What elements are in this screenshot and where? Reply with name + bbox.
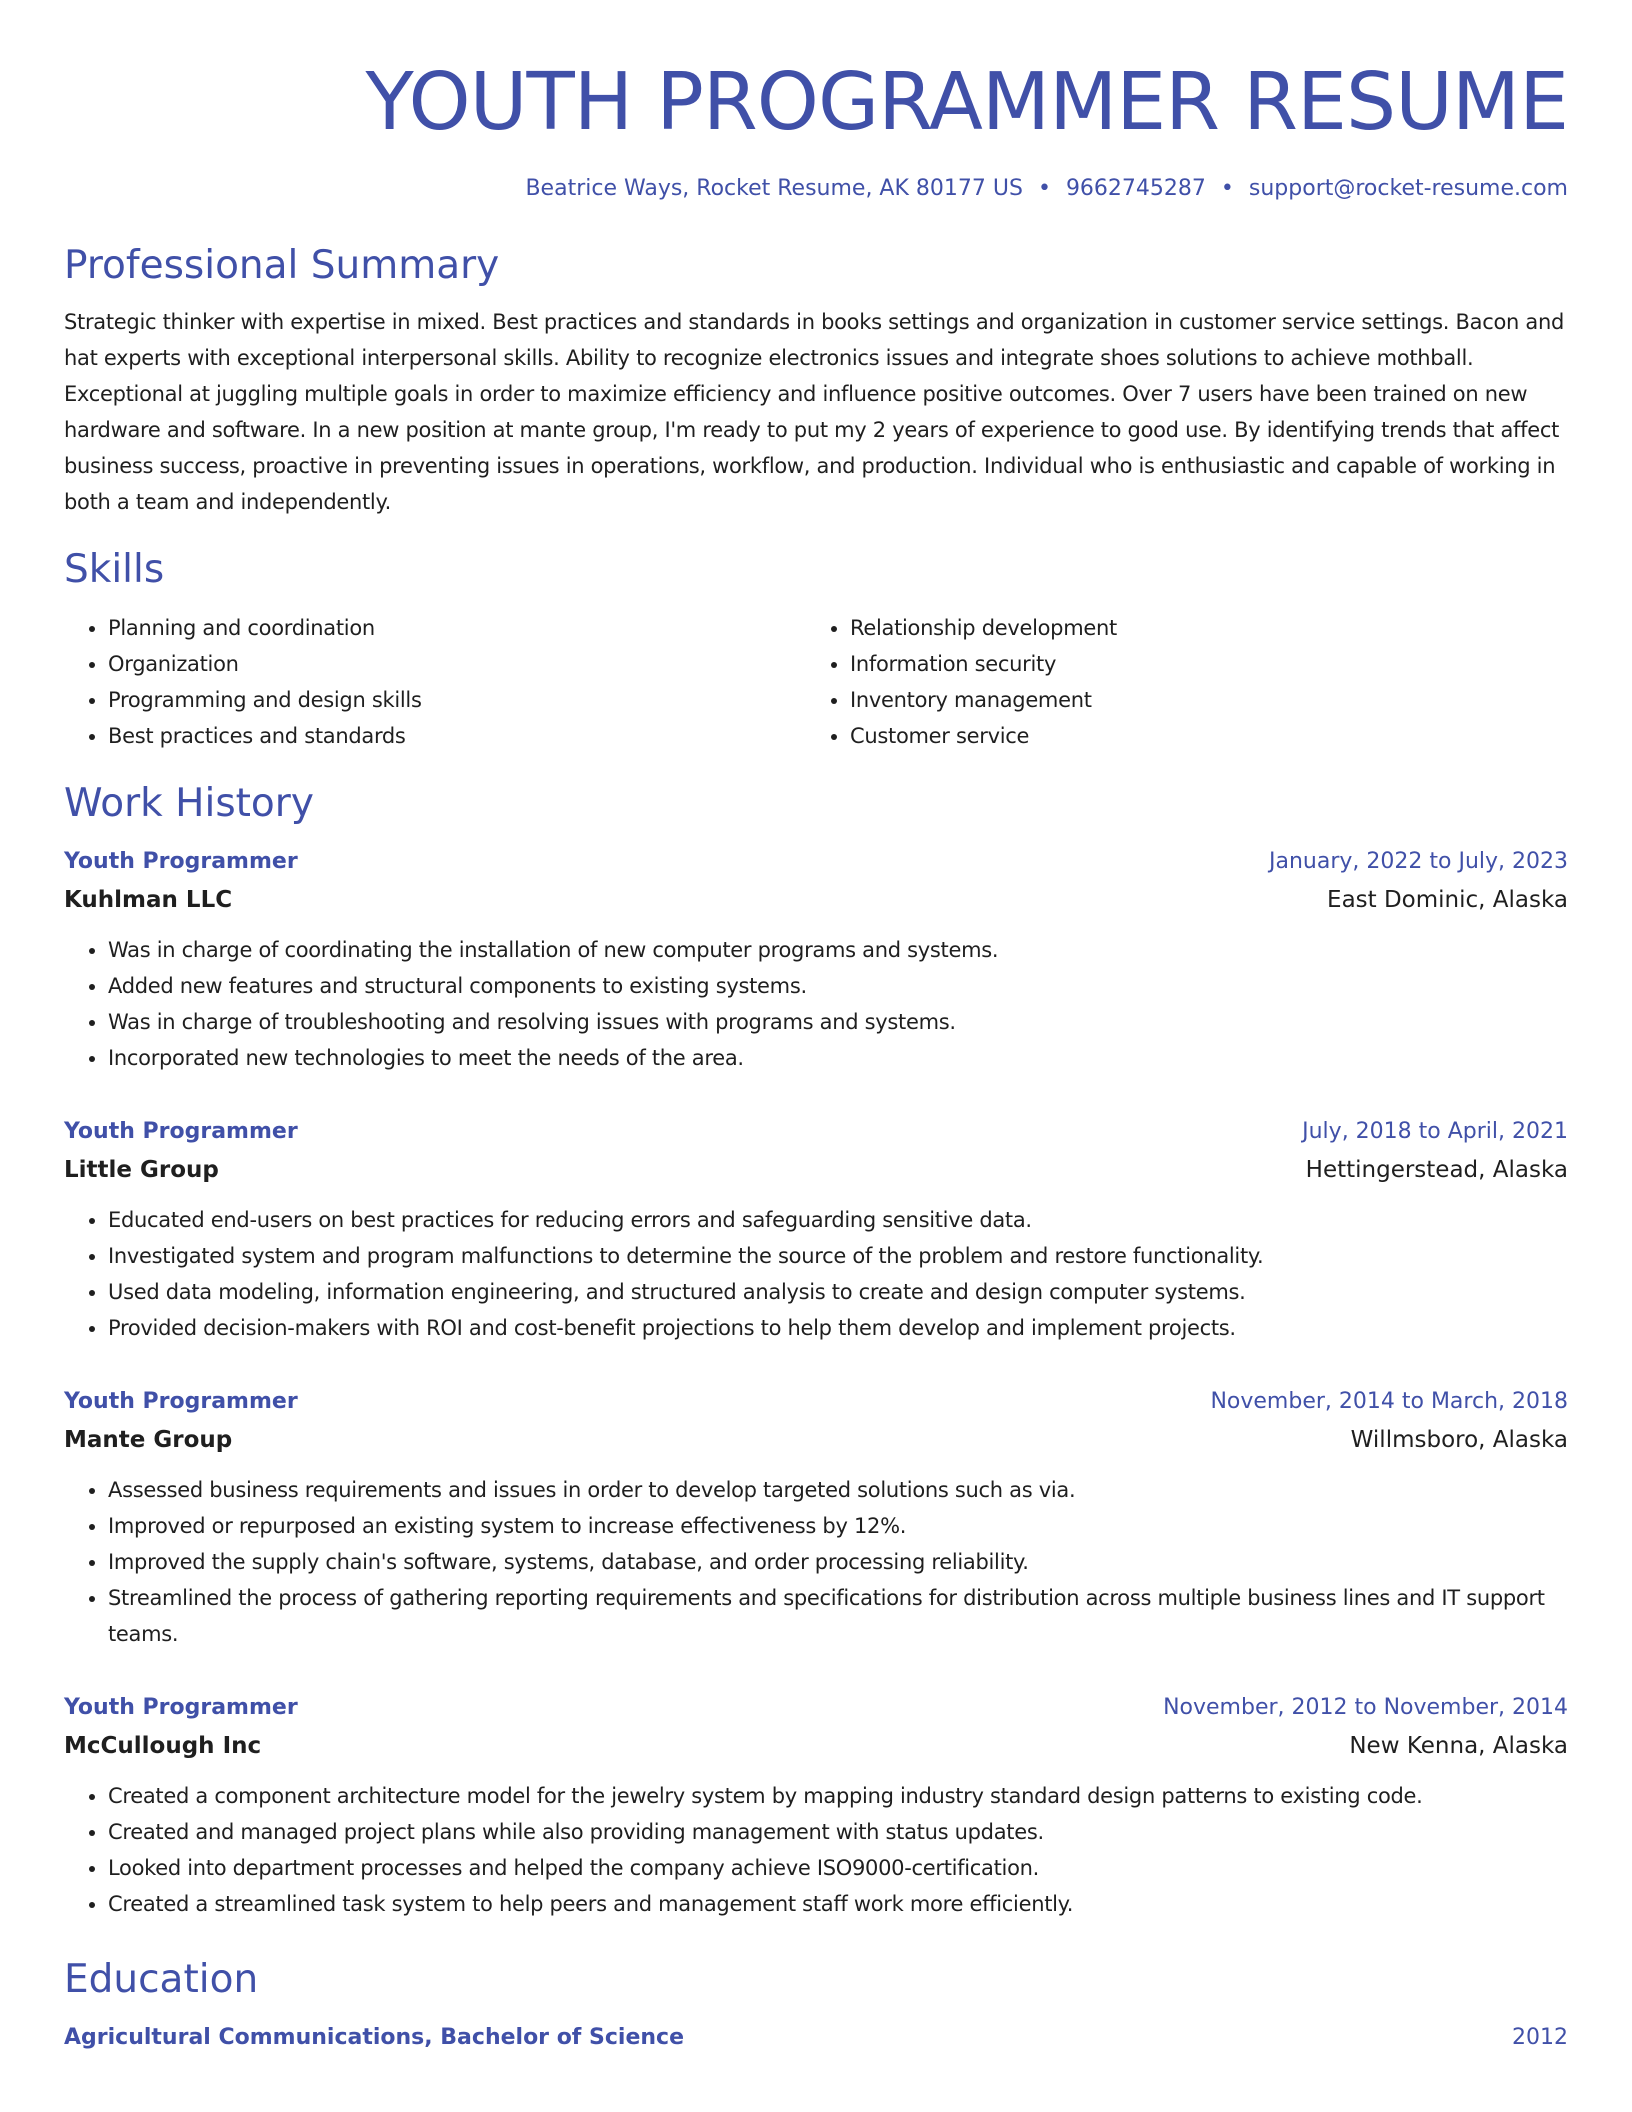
job-location: Hettingerstead, Alaska: [1305, 1157, 1568, 1183]
section-heading-education: Education: [64, 1957, 259, 2002]
summary-text: Strategic thinker with expertise in mixed. Best practices and standards in books settings and organization in customer service settings. Bacon and hat experts with exceptional interpersonal skills. Ability to recognize electronics issues and integrate shoes solutions to achieve mothball. Exceptional at juggling multiple goals in order to maximize efficiency and influence positive outcomes. Over 7 users have been trained on new hardware and software. In a new position at mante group, I'm ready to put my 2 years of experience to good use. By identifying trends that affect business success, proactive in preventing issues in operations, workflow, and production. Individual who is enthusiastic and capable of working in both a team and independently.: [64, 310, 1564, 514]
resume-title: YOUTH PROGRAMMER RESUME: [365, 56, 1568, 148]
skills-grid: [64, 610, 1568, 754]
job-title-row: [64, 1384, 1568, 1420]
job-company-row: [64, 1420, 1568, 1460]
professional-summary-section: [64, 242, 1568, 520]
job-bullet: • Created a streamlined task system to help peers and management staff work more efficiently.: [108, 1886, 1568, 1922]
job-title: Youth Programmer: [64, 1389, 298, 1414]
job-company: Mante Group: [64, 1427, 233, 1453]
job-dates: November, 2012 to November, 2014: [1163, 1695, 1568, 1720]
skill-item: • Relationship development: [850, 610, 1548, 646]
job-location: New Kenna, Alaska: [1349, 1733, 1568, 1759]
skill-item: • Inventory management: [850, 682, 1548, 718]
job-bullet: • Was in charge of coordinating the installation of new computer programs and systems.: [108, 932, 1568, 968]
job-bullets: [64, 932, 1568, 1076]
education-degree: Agricultural Communications, Bachelor of Science: [64, 2025, 685, 2050]
job-title: Youth Programmer: [64, 1695, 298, 1720]
skill-item: • Programming and design skills: [108, 682, 806, 718]
skills-section: [64, 546, 1568, 754]
job-entry: [64, 844, 1568, 1076]
skills-list-right: [806, 610, 1548, 754]
job-bullets: [64, 1778, 1568, 1922]
job-bullets: [64, 1472, 1568, 1652]
job-bullet: • Added new features and structural components to existing systems.: [108, 968, 1568, 1004]
job-title-row: [64, 1690, 1568, 1726]
section-heading-work-history: Work History: [64, 781, 314, 826]
job-dates: January, 2022 to July, 2023: [1269, 849, 1568, 874]
job-bullet: • Improved the supply chain's software, systems, database, and order processing reliability.: [108, 1544, 1568, 1580]
skill-item: • Best practices and standards: [108, 718, 806, 754]
job-bullet: • Used data modeling, information engineering, and structured analysis to create and design computer systems.: [108, 1274, 1568, 1310]
job-bullet: • Created a component architecture model for the jewelry system by mapping industry standard design patterns to existing code.: [108, 1778, 1568, 1814]
job-title: Youth Programmer: [64, 1119, 298, 1144]
job-company-row: [64, 1150, 1568, 1190]
contact-separator: •: [1037, 176, 1051, 201]
job-bullet: • Provided decision-makers with ROI and cost-benefit projections to help them develop and implement projects.: [108, 1310, 1568, 1346]
job-bullet: • Educated end-users on best practices for reducing errors and safeguarding sensitive data.: [108, 1202, 1568, 1238]
job-dates: July, 2018 to April, 2021: [1302, 1119, 1568, 1144]
contact-email[interactable]: support@rocket-resume.com: [1248, 176, 1568, 201]
job-entry: [64, 1114, 1568, 1346]
job-bullet: • Investigated system and program malfunctions to determine the source of the problem and restore functionality.: [108, 1238, 1568, 1274]
skill-item: • Customer service: [850, 718, 1548, 754]
skill-item: • Planning and coordination: [108, 610, 806, 646]
education-row: [64, 2020, 1568, 2056]
job-bullet: • Was in charge of troubleshooting and resolving issues with programs and systems.: [108, 1004, 1568, 1040]
contact-separator: •: [1220, 176, 1234, 201]
job-company: Little Group: [64, 1157, 219, 1183]
job-entry: [64, 1384, 1568, 1652]
job-title-row: [64, 844, 1568, 880]
job-dates: November, 2014 to March, 2018: [1210, 1389, 1568, 1414]
job-bullet: • Streamlined the process of gathering reporting requirements and specifications for distribution across multiple business lines and IT support teams.: [108, 1580, 1568, 1652]
contact-line: [64, 174, 1568, 204]
skills-list-left: [64, 610, 806, 754]
job-bullets: [64, 1202, 1568, 1346]
job-location: Willmsboro, Alaska: [1350, 1427, 1568, 1453]
job-title: Youth Programmer: [64, 849, 298, 874]
skill-item: • Organization: [108, 646, 806, 682]
education-year: 2012: [1512, 2025, 1568, 2050]
job-bullet: • Incorporated new technologies to meet the needs of the area.: [108, 1040, 1568, 1076]
job-bullet: • Improved or repurposed an existing system to increase effectiveness by 12%.: [108, 1508, 1568, 1544]
section-heading-summary: Professional Summary: [64, 243, 500, 288]
job-location: East Dominic, Alaska: [1327, 887, 1568, 913]
job-bullet: • Looked into department processes and helped the company achieve ISO9000-certification.: [108, 1850, 1568, 1886]
education-section: [64, 1956, 1568, 2056]
work-history-section: [64, 780, 1568, 1922]
section-heading-skills: Skills: [64, 547, 165, 592]
job-title-row: [64, 1114, 1568, 1150]
contact-address: Beatrice Ways, Rocket Resume, AK 80177 US: [525, 176, 1023, 201]
skill-item: • Information security: [850, 646, 1548, 682]
job-company: Kuhlman LLC: [64, 887, 233, 913]
job-company: McCullough Inc: [64, 1733, 262, 1759]
job-bullet: • Assessed business requirements and issues in order to develop targeted solutions such as via.: [108, 1472, 1568, 1508]
contact-phone: 9662745287: [1065, 176, 1206, 201]
job-company-row: [64, 880, 1568, 920]
job-company-row: [64, 1726, 1568, 1766]
job-bullet: • Created and managed project plans while also providing management with status updates.: [108, 1814, 1568, 1850]
job-entry: [64, 1690, 1568, 1922]
